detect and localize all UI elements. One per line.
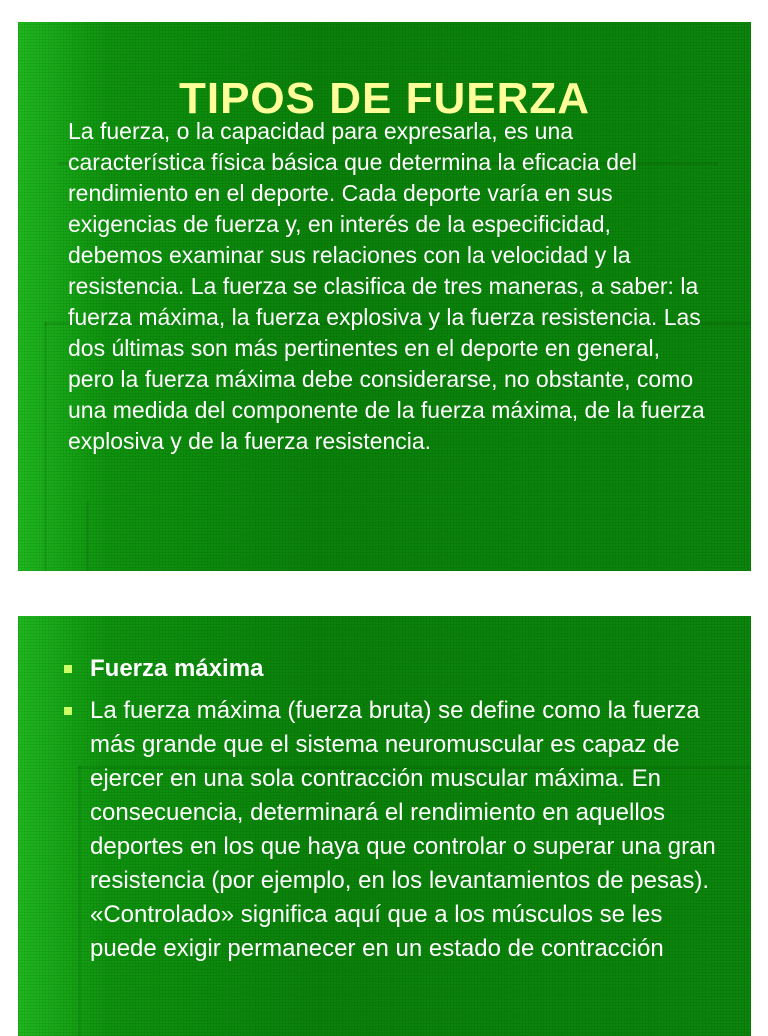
slide-1 xyxy=(18,22,751,571)
bullet-item-fuerza-maxima xyxy=(62,652,732,686)
background-decoration xyxy=(44,322,47,571)
bullet-text: La fuerza máxima (fuerza bruta) se define como la fuerza más grande que el sistema neuromuscular es capaz de ejercer en una sola contracción muscular máxima. En consecuencia, determinará el rendimiento en aquellos deportes en los que haya que controlar o superar una gran resistencia (por ejemplo, en los levantamientos de pesas). «Controlado» significa aquí que a los músculos se les puede exigir permanecer en un estado de contracción xyxy=(90,697,716,962)
bullet-item-definition xyxy=(62,694,732,966)
slide-2 xyxy=(18,616,751,1036)
square-bullet-icon xyxy=(64,707,72,715)
slide-title: TIPOS DE FUERZA xyxy=(178,74,591,123)
square-bullet-icon xyxy=(64,665,72,673)
background-decoration xyxy=(86,502,89,571)
bullet-text: Fuerza máxima xyxy=(90,655,264,682)
bullet-list xyxy=(62,652,732,974)
slide-paragraph: La fuerza, o la capacidad para expresarla, es una característica física básica que determina la eficacia del rendimiento en el deporte. Cada deporte varía en sus exigencias de fuerza y, en interés de la especificidad, debemos examinar sus relaciones con la velocidad y la resistencia. La fuerza se clasifica de tres maneras, a saber: la fuerza máxima, la fuerza explosiva y la fuerza resistencia. Las dos últimas son más pertinentes en el deporte en general, pero la fuerza máxima debe considerarse, no obstante, como una medida del componente de la fuerza máxima, de la fuerza explosiva y de la fuerza resistencia. xyxy=(68,118,705,454)
